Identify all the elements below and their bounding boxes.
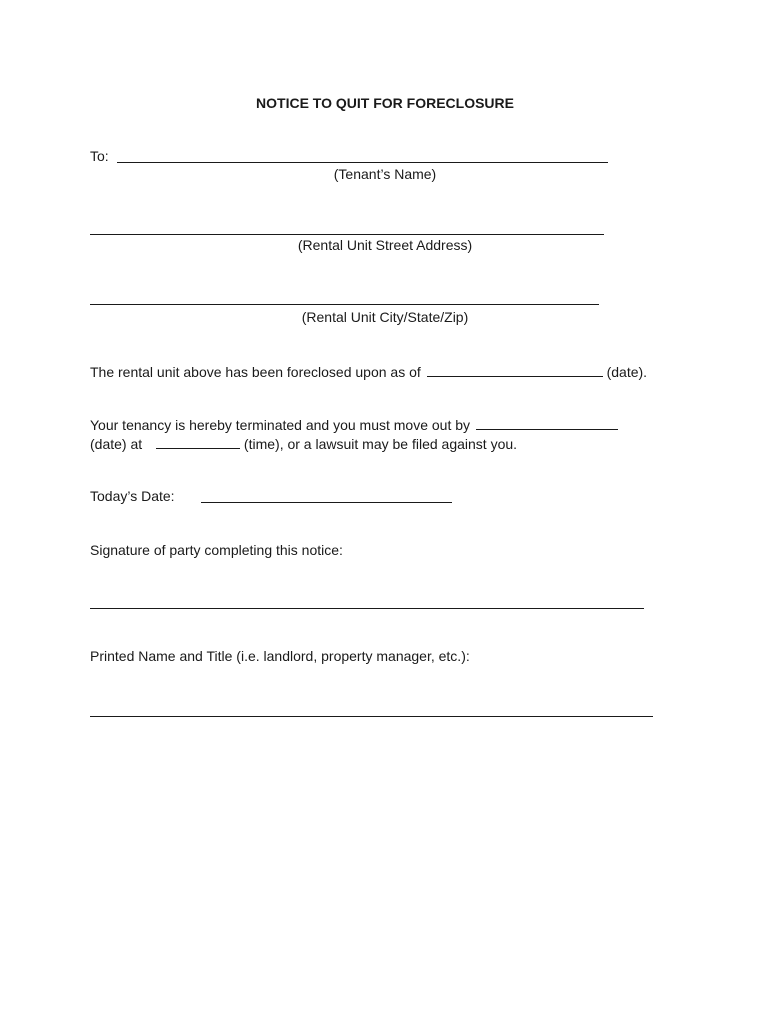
foreclosure-date-field[interactable] [427,364,603,377]
to-label: To: [90,148,109,164]
move-out-time-field[interactable] [156,436,240,449]
todays-date-field[interactable] [201,502,452,503]
tenancy-sentence-line1 [90,417,618,432]
todays-date-label: Today’s Date: [90,488,175,504]
move-out-date-field[interactable] [476,417,618,430]
tenant-name-caption: (Tenant’s Name) [333,166,437,182]
city-state-zip-caption: (Rental Unit City/State/Zip) [301,309,469,325]
printed-name-field[interactable] [90,716,653,717]
signature-label: Signature of party completing this notice: [90,542,343,558]
city-state-zip-field[interactable] [90,304,599,305]
foreclosed-text: The rental unit above has been foreclosed upon as of [90,364,421,380]
tenancy-line1-text: Your tenancy is hereby terminated and you must move out by [90,417,471,433]
tenancy-line2-prefix: (date) at [90,436,143,452]
foreclosed-suffix: (date). [606,364,648,380]
tenancy-sentence-line2 [90,436,517,451]
street-address-caption: (Rental Unit Street Address) [297,237,473,253]
tenant-name-field[interactable] [117,162,608,163]
foreclosed-sentence [90,364,647,379]
tenancy-line2-suffix: (time), or a lawsuit may be filed against you. [243,436,518,452]
signature-field[interactable] [90,608,644,609]
street-address-field[interactable] [90,234,604,235]
printed-name-label: Printed Name and Title (i.e. landlord, property manager, etc.): [90,648,470,664]
document-title: NOTICE TO QUIT FOR FORECLOSURE [256,95,514,111]
